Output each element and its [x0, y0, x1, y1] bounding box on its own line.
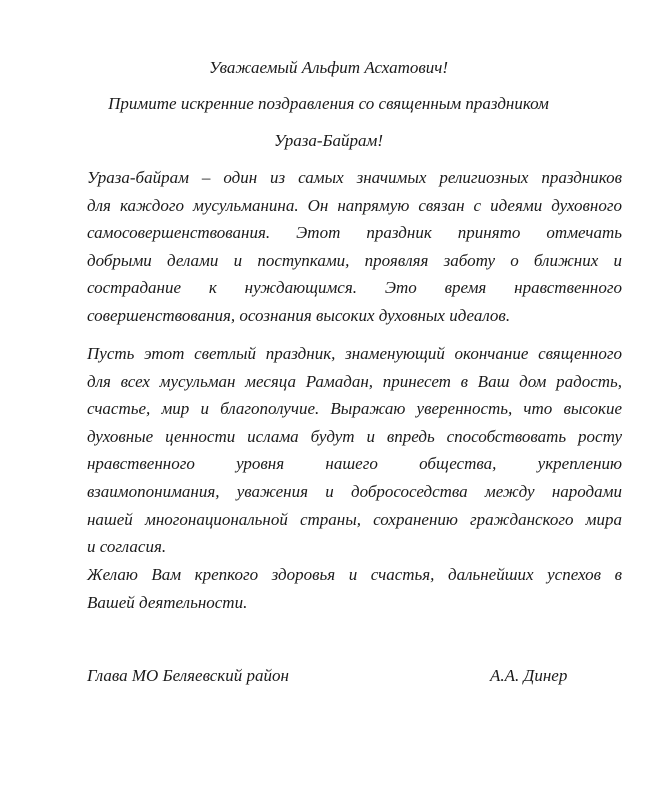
intro-line-1: Примите искренние поздравления со священным праздником	[108, 94, 549, 113]
signature-name: А.А. Динер	[490, 666, 568, 685]
paragraph-line: для всех мусульман месяца Рамадан, принесет в Ваш дом радость,	[87, 371, 622, 391]
paragraph-line: самосовершенствования. Этот праздник принято отмечать	[87, 223, 622, 243]
signature-title: Глава МО Беляевский район	[87, 666, 289, 685]
paragraph-line: духовные ценности ислама будут и впредь способствовать росту	[87, 426, 622, 446]
paragraph-line: и согласия.	[87, 537, 167, 557]
paragraph-line: Вашей деятельности.	[87, 592, 248, 612]
paragraph-line: сострадание к нуждающимся. Это время нравственного	[87, 278, 622, 298]
paragraph-2	[87, 340, 622, 561]
intro-line-2: Ураза-Байрам!	[273, 131, 384, 150]
paragraph-line: Желаю Вам крепкого здоровья и счастья, дальнейших успехов в	[87, 565, 622, 584]
paragraph-line: совершенствования, осознания высоких духовных идеалов.	[87, 305, 511, 325]
paragraph-line: Пусть этот светлый праздник, знаменующий окончание священного	[87, 344, 622, 363]
paragraph-line: для каждого мусульманина. Он напрямую связан с идеями духовного	[87, 195, 622, 215]
paragraph-line: Ураза-байрам – один из самых значимых религиозных праздников	[87, 168, 622, 187]
greeting: Уважаемый Альфит Асхатович!	[208, 58, 449, 77]
paragraph-line: взаимопонимания, уважения и добрососедства между народами	[87, 481, 622, 501]
paragraph-3	[87, 561, 622, 616]
paragraph-line: нашей многонациональной страны, сохранению гражданского мира	[87, 509, 622, 529]
paragraph-line: счастье, мир и благополучие. Выражаю уверенность, что высокие	[87, 399, 622, 419]
paragraph-line: нравственного уровня нашего общества, укреплению	[87, 454, 622, 474]
paragraph-line: добрыми делами и поступками, проявляя заботу о ближних и	[87, 250, 622, 270]
paragraph-1	[87, 164, 622, 330]
